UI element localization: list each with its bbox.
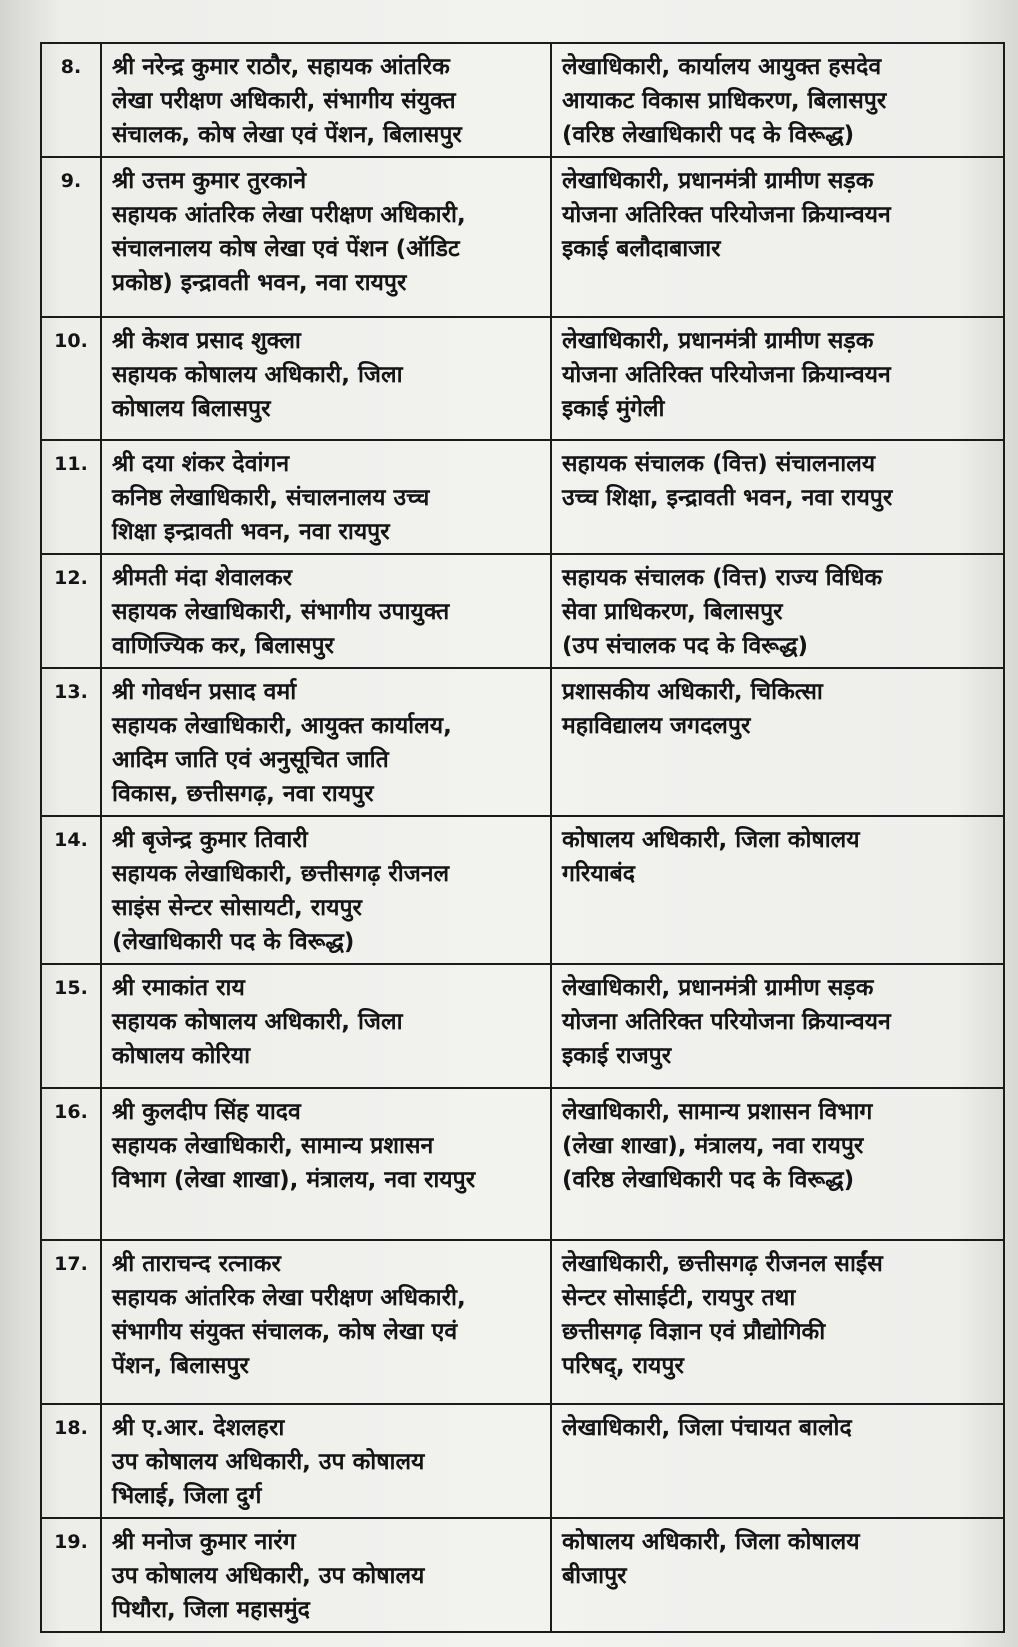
serial-number: 10. [41,317,101,440]
name-line: भिलाई, जिला दुर्ग [112,1483,262,1509]
name-line: श्री कुलदीप सिंह यादव [112,1099,301,1125]
name-line: कोषालय बिलासपुर [112,396,271,422]
name-line: श्रीमती मंदा शेवालकर [112,565,293,591]
name-line: श्री ताराचन्द रत्नाकर [112,1251,281,1277]
posting-line: उच्च शिक्षा, इन्द्रावती भवन, नवा रायपुर [562,485,893,511]
name-line: श्री मनोज कुमार नारंग [112,1529,296,1555]
new-posting [551,1088,1004,1240]
serial-number: 14. [41,816,101,964]
officer-name-and-current-post [101,964,551,1088]
new-posting [551,440,1004,554]
table-row [41,668,1004,816]
table-row [41,440,1004,554]
serial-number: 17. [41,1240,101,1404]
name-line: सहायक लेखाधिकारी, छत्तीसगढ़ रीजनल [112,861,450,887]
new-posting [551,668,1004,816]
posting-line: सहायक संचालक (वित्त) राज्य विधिक [562,565,883,591]
officer-name-and-current-post [101,1518,551,1632]
posting-line: छत्तीसगढ़ विज्ञान एवं प्रौद्योगिकी [562,1319,826,1345]
posting-line: इकाई राजपुर [562,1043,672,1069]
name-line: श्री उत्तम कुमार तुरकाने [112,168,307,194]
posting-line: परिषद्, रायपुर [562,1353,684,1379]
name-line: सहायक कोषालय अधिकारी, जिला [112,362,403,388]
new-posting [551,1240,1004,1404]
posting-line: सेवा प्राधिकरण, बिलासपुर [562,599,783,625]
name-line: सहायक लेखाधिकारी, सामान्य प्रशासन [112,1133,434,1159]
posting-line: बीजापुर [562,1563,627,1589]
serial-number: 11. [41,440,101,554]
posting-line: (वरिष्ठ लेखाधिकारी पद के विरूद्ध) [562,122,855,148]
table-row [41,1240,1004,1404]
name-line: श्री ए.आर. देशलहरा [112,1415,285,1441]
table-row [41,554,1004,668]
name-line: सहायक कोषालय अधिकारी, जिला [112,1009,403,1035]
posting-line: लेखाधिकारी, प्रधानमंत्री ग्रामीण सड़क [562,168,874,194]
name-line: संचालक, कोष लेखा एवं पेंशन, बिलासपुर [112,122,462,148]
transfer-table [40,42,1005,1633]
officer-name-and-current-post [101,317,551,440]
new-posting [551,1404,1004,1518]
name-line: प्रकोष्ठ) इन्द्रावती भवन, नवा रायपुर [112,270,407,296]
posting-line: सेन्टर सोसाईटी, रायपुर तथा [562,1285,796,1311]
name-line: पेंशन, बिलासपुर [112,1353,249,1379]
posting-line: लेखाधिकारी, प्रधानमंत्री ग्रामीण सड़क [562,328,874,354]
name-line: विभाग (लेखा शाखा), मंत्रालय, नवा रायपुर [112,1167,476,1193]
posting-line: लेखाधिकारी, कार्यालय आयुक्त हसदेव [562,54,882,80]
name-line: संचालनालय कोष लेखा एवं पेंशन (ऑडिट [112,236,460,262]
serial-number: 12. [41,554,101,668]
posting-line: लेखाधिकारी, जिला पंचायत बालोद [562,1415,852,1441]
name-line: विकास, छत्तीसगढ़, नवा रायपुर [112,781,374,807]
new-posting [551,157,1004,317]
posting-line: लेखाधिकारी, छत्तीसगढ़ रीजनल साईंस [562,1251,883,1277]
name-line: कनिष्ठ लेखाधिकारी, संचालनालय उच्च [112,485,430,511]
officer-name-and-current-post [101,554,551,668]
posting-line: कोषालय अधिकारी, जिला कोषालय [562,1529,860,1555]
posting-line: महाविद्यालय जगदलपुर [562,713,751,739]
name-line: सहायक लेखाधिकारी, संभागीय उपायुक्त [112,599,450,625]
name-line: सहायक लेखाधिकारी, आयुक्त कार्यालय, [112,713,452,739]
officer-name-and-current-post [101,1404,551,1518]
new-posting [551,554,1004,668]
name-line: आदिम जाति एवं अनुसूचित जाति [112,747,389,773]
serial-number: 13. [41,668,101,816]
name-line: साइंस सेन्टर सोसायटी, रायपुर [112,895,362,921]
name-line: सहायक आंतरिक लेखा परीक्षण अधिकारी, [112,1285,466,1311]
serial-number: 19. [41,1518,101,1632]
posting-line: इकाई मुंगेली [562,396,665,422]
table-row [41,43,1004,157]
serial-number: 18. [41,1404,101,1518]
name-line: संभागीय संयुक्त संचालक, कोष लेखा एवं [112,1319,458,1345]
posting-line: प्रशासकीय अधिकारी, चिकित्सा [562,679,823,705]
new-posting [551,317,1004,440]
officer-name-and-current-post [101,440,551,554]
posting-line: सहायक संचालक (वित्त) संचालनालय [562,451,876,477]
table-row [41,1088,1004,1240]
new-posting [551,1518,1004,1632]
serial-number: 9. [41,157,101,317]
officer-name-and-current-post [101,43,551,157]
table-row [41,1518,1004,1632]
name-line: श्री गोवर्धन प्रसाद वर्मा [112,679,297,705]
name-line: श्री रमाकांत राय [112,975,245,1001]
name-line: सहायक आंतरिक लेखा परीक्षण अधिकारी, [112,202,466,228]
new-posting [551,816,1004,964]
posting-line: योजना अतिरिक्त परियोजना क्रियान्वयन [562,1009,891,1035]
name-line: लेखा परीक्षण अधिकारी, संभागीय संयुक्त [112,88,456,114]
name-line: श्री केशव प्रसाद शुक्ला [112,328,301,354]
name-line: पिथौरा, जिला महासमुंद [112,1597,310,1623]
posting-line: (लेखा शाखा), मंत्रालय, नवा रायपुर [562,1133,864,1159]
name-line: कोषालय कोरिया [112,1043,251,1069]
officer-name-and-current-post [101,816,551,964]
new-posting [551,43,1004,157]
posting-line: कोषालय अधिकारी, जिला कोषालय [562,827,860,853]
officer-name-and-current-post [101,1240,551,1404]
table-row [41,964,1004,1088]
transfer-table-body [41,43,1004,1632]
table-row [41,317,1004,440]
posting-line: इकाई बलौदाबाजार [562,236,721,262]
posting-line: (वरिष्ठ लेखाधिकारी पद के विरूद्ध) [562,1167,855,1193]
name-line: श्री बृजेन्द्र कुमार तिवारी [112,827,308,853]
table-row [41,157,1004,317]
new-posting [551,964,1004,1088]
posting-line: लेखाधिकारी, प्रधानमंत्री ग्रामीण सड़क [562,975,874,1001]
officer-name-and-current-post [101,1088,551,1240]
name-line: शिक्षा इन्द्रावती भवन, नवा रायपुर [112,519,390,545]
posting-line: लेखाधिकारी, सामान्य प्रशासन विभाग [562,1099,873,1125]
name-line: वाणिज्यिक कर, बिलासपुर [112,633,334,659]
posting-line: योजना अतिरिक्त परियोजना क्रियान्वयन [562,362,891,388]
posting-line: (उप संचालक पद के विरूद्ध) [562,633,809,659]
table-row [41,1404,1004,1518]
table-row [41,816,1004,964]
name-line: उप कोषालय अधिकारी, उप कोषालय [112,1563,425,1589]
posting-line: योजना अतिरिक्त परियोजना क्रियान्वयन [562,202,891,228]
serial-number: 8. [41,43,101,157]
serial-number: 16. [41,1088,101,1240]
name-line: श्री नरेन्द्र कुमार राठौर, सहायक आंतरिक [112,54,450,80]
posting-line: आयाकट विकास प्राधिकरण, बिलासपुर [562,88,887,114]
name-line: श्री दया शंकर देवांगन [112,451,290,477]
name-line: उप कोषालय अधिकारी, उप कोषालय [112,1449,425,1475]
officer-name-and-current-post [101,668,551,816]
officer-name-and-current-post [101,157,551,317]
name-line: (लेखाधिकारी पद के विरूद्ध) [112,929,355,955]
serial-number: 15. [41,964,101,1088]
posting-line: गरियाबंद [562,861,635,887]
